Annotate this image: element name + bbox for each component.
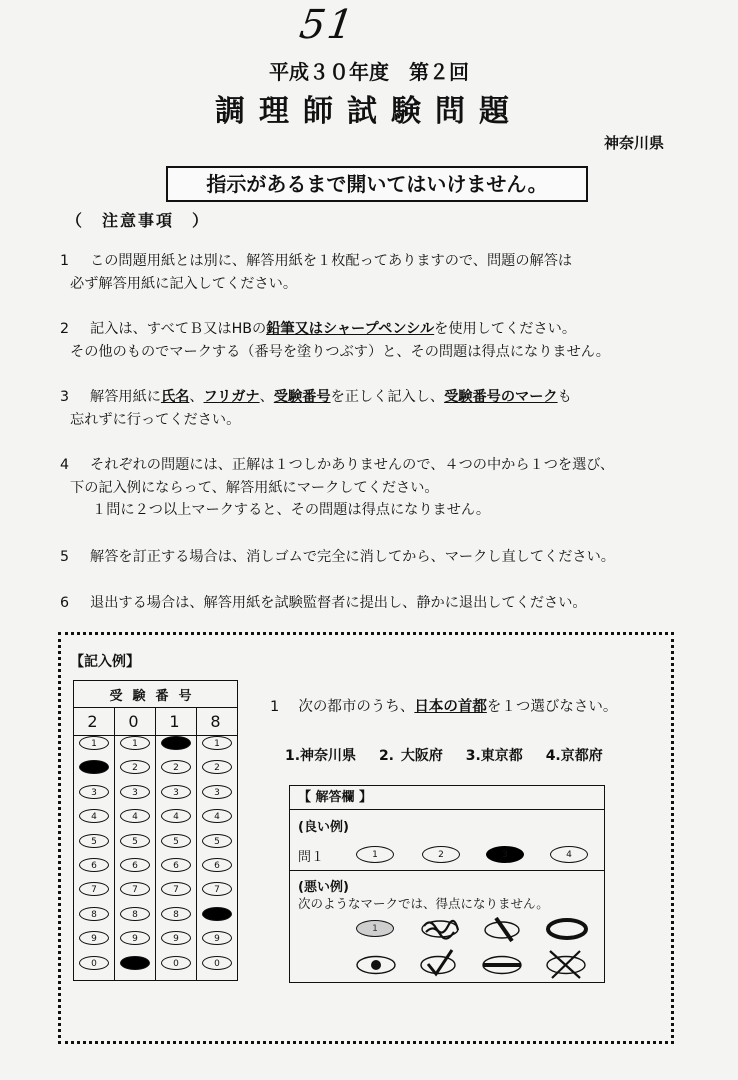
instruction-item-1 [60,250,720,295]
answer-bubble-3-filled: 3 [486,846,524,863]
exam-number-bubble: 9 [120,931,150,945]
item-text: 必ず解答用紙に記入してください。 [70,275,298,292]
exam-number-bubble: 2 [161,760,191,774]
underlined-text: 日本の首都 [414,699,487,715]
underlined-text: フリガナ [203,389,260,405]
item-text: 解答用紙に [90,389,161,405]
exam-number-bubble: 3 [79,785,109,799]
item-number: 6 [60,595,70,611]
choice-1: 1.神奈川県 [285,748,357,764]
instruction-item-2 [60,318,720,363]
bad-mark-light-fill: 1 [356,920,394,937]
exam-number-bubble: 7 [161,882,191,896]
answer-bubble-1: 1 [356,846,394,863]
exam-number-bubble: 3 [202,785,232,799]
question-text: を１つ選びなさい。 [486,699,618,715]
instruction-item-4 [60,454,720,522]
item-text: 退出する場合は、解答用紙を試験監督者に提出し、静かに退出してください。 [90,595,587,611]
underlined-text: 氏名 [160,389,190,405]
bad-mark-cross-icon [544,948,588,980]
bad-mark-check-icon [418,948,462,978]
example-label: 【記入例】 [70,654,140,670]
example-choices [285,745,619,765]
bubble-column-3 [156,736,197,981]
item-text: 、 [259,389,274,405]
page-title: 調理師試験問題 [215,94,523,129]
exam-number-bubble: 0 [161,956,191,970]
item-text: を正しく記入し、 [330,389,445,405]
bad-mark-dot-icon [354,952,398,978]
item-text: その他のものでマークする（番号を塗りつぶす）と、その問題は得点になりません。 [70,343,610,360]
exam-number-bubble: 6 [120,858,150,872]
grid-digit: 0 [115,708,156,736]
bubble-column-1 [74,736,115,981]
question-label: 問１ [298,850,325,865]
instruction-item-3 [60,386,720,431]
example-question [270,695,617,716]
exam-number-bubble: 6 [161,858,191,872]
item-text: も [557,389,572,405]
bad-mark-line-icon [480,952,524,978]
grid-header: 受験番号 [74,681,238,708]
exam-number-bubble: 0 [202,956,232,970]
exam-number-bubble: 4 [120,809,150,823]
exam-number-bubble: 4 [79,809,109,823]
item-number: 1 [60,253,70,269]
grid-digit: 1 [156,708,197,736]
exam-number-bubble: 0 [120,956,150,970]
prefecture-name: 神奈川県 [604,134,665,152]
item-text: 解答を訂正する場合は、消しゴムで完全に消してから、マークし直してください。 [90,549,615,565]
underlined-text: 受験番号のマーク [444,389,558,405]
exam-number-grid [73,680,238,981]
do-not-open-warning: 指示があるまで開いてはいけません。 [166,166,588,202]
exam-number-bubble: 1 [79,736,109,750]
item-text: 下の記入例にならって、解答用紙にマークしてください。 [70,479,439,496]
item-text: それぞれの問題には、正解は１つしかありませんので、４つの中から１つを選び、 [90,457,615,473]
exam-number-bubble: 1 [161,736,191,750]
grid-digit: 2 [74,708,115,736]
bubble-column-4 [197,736,238,981]
item-number: 2 [60,321,70,337]
exam-number-bubble: 2 [79,760,109,774]
notice-heading: （ 注意事項 ） [66,211,211,230]
exam-number-bubble: 4 [202,809,232,823]
item-number: 3 [60,389,70,405]
exam-number-bubble: 9 [202,931,232,945]
exam-number-bubble: 6 [202,858,232,872]
instruction-item-5 [60,546,720,569]
grid-digit: 8 [197,708,238,736]
exam-number-bubble: 8 [79,907,109,921]
exam-number-bubble: 1 [120,736,150,750]
item-text: 忘れずに行ってください。 [70,411,241,428]
item-text: を使用してください。 [434,321,577,337]
item-text: この問題用紙とは別に、解答用紙を１枚配ってありますので、問題の解答は [90,253,573,269]
answer-bubble-2: 2 [422,846,460,863]
exam-number-bubble: 5 [79,834,109,848]
exam-number-bubble: 9 [79,931,109,945]
bad-example-note: 次のようなマークでは、得点になりません。 [298,896,549,911]
item-text: １問に２つ以上マークすると、その問題は得点になりません。 [92,502,491,518]
answer-box [289,785,605,983]
divider [290,870,604,871]
question-text: 次の都市のうち、 [298,699,415,715]
good-example-label: (良い例) [298,820,349,835]
underlined-text: 受験番号 [273,389,331,405]
exam-number-bubble: 7 [120,882,150,896]
bad-example-label: (悪い例) [298,880,349,895]
choice-4: 4.京都府 [545,748,603,764]
exam-year-round: 平成３０年度 第２回 [269,60,469,84]
exam-number-bubble: 7 [202,882,232,896]
exam-number-bubble: 8 [202,907,232,921]
underlined-text: 鉛筆又はシャープペンシル [266,321,435,337]
exam-number-bubble: 5 [202,834,232,848]
item-text: 、 [189,389,204,405]
choice-2: 2. 大阪府 [378,748,443,764]
item-text: 記入は、すべてＢ又はHBの [90,321,267,337]
bubble-column-2 [115,736,156,981]
exam-number-bubble: 2 [120,760,150,774]
exam-number-bubble: 3 [120,785,150,799]
exam-number-bubble: 7 [79,882,109,896]
exam-number-bubble: 6 [79,858,109,872]
bad-mark-slash-icon [482,916,526,942]
exam-number-bubble: 2 [202,760,232,774]
exam-number-bubble: 8 [161,907,191,921]
exam-number-bubble: 5 [161,834,191,848]
question-number: 1 [270,699,280,715]
instruction-item-6 [60,592,720,615]
item-number: 5 [60,549,70,565]
answer-bubble-4: 4 [550,846,588,863]
exam-number-bubble: 8 [120,907,150,921]
exam-number-bubble: 4 [161,809,191,823]
exam-number-bubble: 1 [202,736,232,750]
answer-box-header: 【 解答欄 】 [290,786,604,810]
handwritten-number: 51 [296,2,359,48]
choice-3: 3.東京都 [465,748,523,764]
bad-mark-scribble-icon [418,916,462,942]
exam-number-bubble: 3 [161,785,191,799]
exam-number-bubble: 0 [79,956,109,970]
exam-number-bubble: 5 [120,834,150,848]
bad-mark-thick-outline-icon [544,916,590,942]
exam-number-bubble: 9 [161,931,191,945]
item-number: 4 [60,457,70,473]
